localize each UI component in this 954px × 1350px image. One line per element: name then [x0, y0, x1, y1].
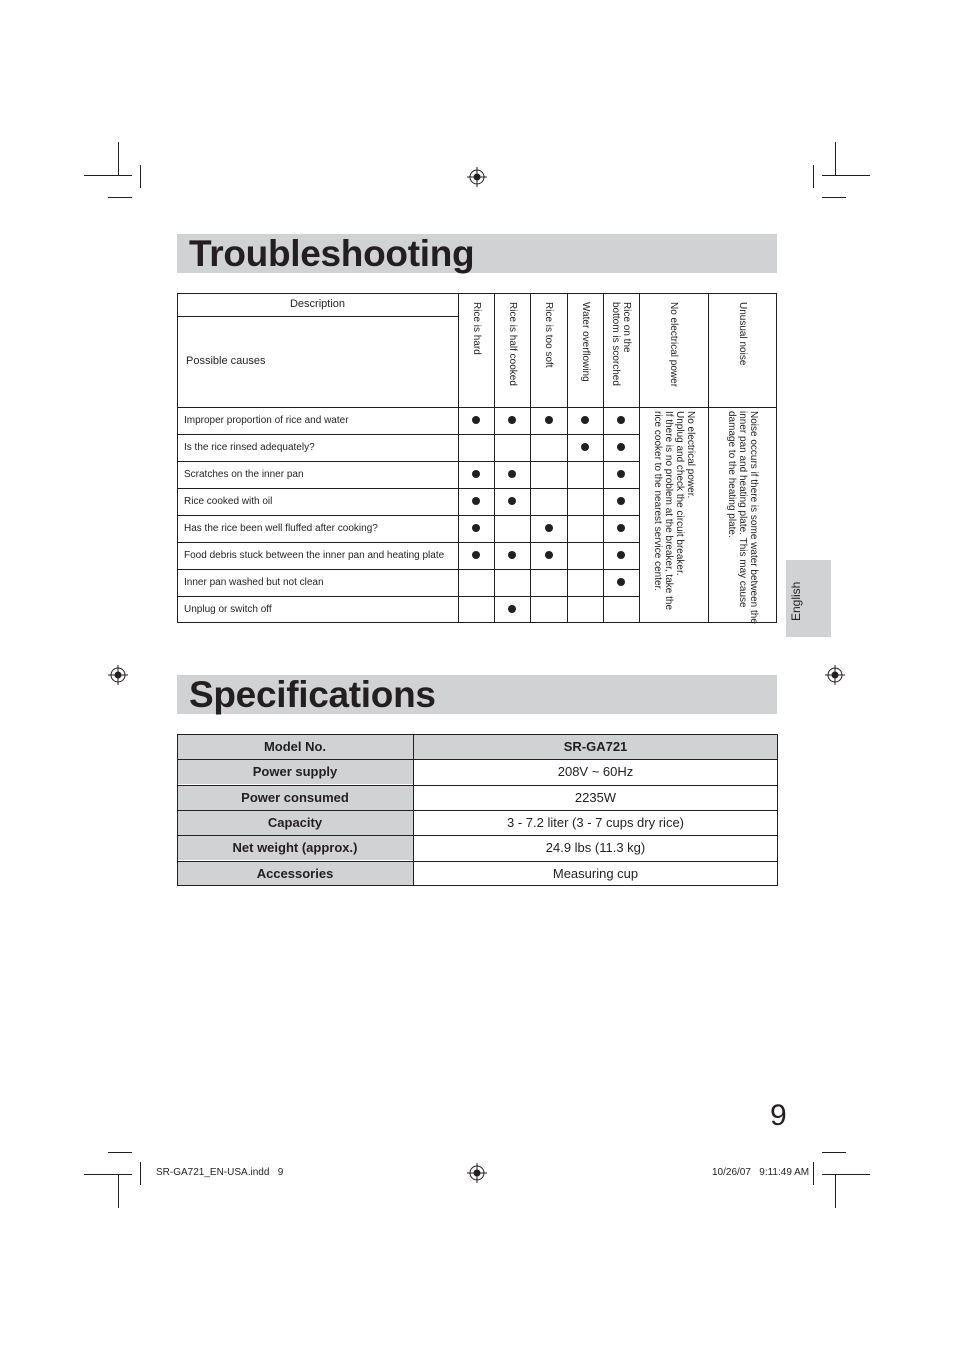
- symptom-dot: [617, 416, 625, 424]
- symptom-dot: [617, 497, 625, 505]
- symptom-dot: [545, 416, 553, 424]
- symptom-header: No electrical power: [668, 302, 679, 388]
- table-rule: [567, 293, 568, 623]
- table-rule: [177, 810, 778, 811]
- troubleshooting-heading-bar: [177, 234, 777, 273]
- spec-value: Measuring cup: [552, 865, 639, 881]
- table-rule: [708, 293, 709, 623]
- registration-mark-icon: [108, 665, 128, 685]
- cause-label: Rice cooked with oil: [184, 496, 273, 507]
- table-rule: [639, 293, 640, 623]
- symptom-header: Rice is half cooked: [506, 302, 518, 386]
- symptom-header: Water overflowing: [579, 302, 591, 382]
- symptom-header: Rice on the bottom is scorched: [610, 302, 632, 386]
- registration-mark-icon: [467, 1163, 487, 1183]
- spec-label: Power consumed: [177, 785, 413, 810]
- table-rule: [177, 316, 458, 317]
- specifications-table: [177, 734, 778, 887]
- spec-label: Model No.: [177, 734, 413, 759]
- symptom-dot: [472, 470, 480, 478]
- symptom-dot: [472, 497, 480, 505]
- spec-row: [177, 835, 778, 860]
- symptom-dot: [472, 416, 480, 424]
- table-rule: [177, 569, 639, 570]
- specifications-heading-bar: [177, 675, 777, 714]
- language-tab: [786, 560, 831, 637]
- troubleshooting-title: Troubleshooting: [189, 233, 475, 274]
- spec-label: Power supply: [177, 759, 413, 784]
- cause-label: Unplug or switch off: [184, 604, 272, 615]
- spec-value: 208V ~ 60Hz: [557, 764, 634, 780]
- spec-value: 3 - 7.2 liter (3 - 7 cups dry rice): [507, 814, 684, 830]
- table-rule: [177, 293, 178, 623]
- cause-label: Scratches on the inner pan: [184, 469, 304, 480]
- table-rule: [177, 835, 778, 836]
- spec-label: Accessories: [177, 861, 413, 886]
- power-note: No electrical power. Unplug and check the circuit breaker. If there is no problem at the breaker, take the rice cooker to the nearest service center.: [651, 411, 696, 611]
- table-rule: [177, 293, 777, 294]
- spec-value: 2235W: [574, 789, 617, 805]
- symptom-dot: [617, 443, 625, 451]
- table-rule: [603, 293, 604, 623]
- spec-value: 24.9 lbs (11.3 kg): [545, 840, 646, 856]
- spec-row: [177, 861, 778, 886]
- symptom-dot: [508, 551, 516, 559]
- table-rule: [177, 515, 639, 516]
- table-rule: [177, 885, 778, 886]
- symptom-dot: [508, 470, 516, 478]
- cause-label: Is the rice rinsed adequately?: [184, 442, 315, 453]
- table-rule: [177, 461, 639, 462]
- registration-mark-icon: [825, 665, 845, 685]
- spec-value: SR-GA721: [413, 734, 778, 759]
- table-rule: [177, 759, 778, 760]
- symptom-header: Rice is too soft: [543, 302, 554, 368]
- table-rule: [177, 434, 639, 435]
- symptom-dot: [617, 524, 625, 532]
- symptom-dot: [617, 578, 625, 586]
- symptom-header: Unusual noise: [736, 302, 748, 366]
- symptom-dot: [617, 470, 625, 478]
- table-rule: [530, 293, 531, 623]
- spec-row: [177, 785, 778, 810]
- cause-label: Has the rice been well fluffed after cooking?: [184, 523, 378, 534]
- spec-label: Capacity: [177, 810, 413, 835]
- table-rule: [177, 622, 777, 623]
- footer-timestamp: 10/26/07 9:11:49 AM: [712, 1167, 810, 1178]
- table-rule: [177, 785, 778, 786]
- symptom-header: Rice is hard: [470, 302, 482, 355]
- symptom-dot: [581, 443, 589, 451]
- cause-label: Food debris stuck between the inner pan and heating plate: [184, 550, 445, 561]
- symptom-dot: [545, 551, 553, 559]
- spec-row: [177, 810, 778, 835]
- description-header: Description: [289, 298, 346, 310]
- footer-file-name: SR-GA721_EN-USA.indd 9: [156, 1167, 284, 1178]
- cause-label: Improper proportion of rice and water: [184, 415, 349, 426]
- page-number: 9: [770, 1099, 787, 1132]
- table-rule: [776, 293, 777, 623]
- noise-note: Noise occurs if there is some water between the inner pan and heating plate. This may cause damage to the heating plate.: [725, 411, 759, 624]
- language-tab-label: English: [789, 581, 803, 621]
- specifications-title: Specifications: [189, 674, 436, 715]
- spec-row: [177, 759, 778, 784]
- symptom-dot: [472, 551, 480, 559]
- table-rule: [177, 488, 639, 489]
- spec-row: [177, 734, 778, 759]
- symptom-dot: [545, 524, 553, 532]
- possible-causes-header: Possible causes: [186, 355, 266, 367]
- symptom-dot: [581, 416, 589, 424]
- troubleshooting-table: [177, 293, 777, 623]
- symptom-dot: [472, 524, 480, 532]
- symptom-dot: [508, 605, 516, 613]
- registration-mark-icon: [467, 167, 487, 187]
- table-rule: [458, 293, 459, 623]
- table-rule: [177, 407, 777, 408]
- symptom-dot: [617, 551, 625, 559]
- table-rule: [177, 861, 778, 862]
- cause-label: Inner pan washed but not clean: [184, 577, 324, 588]
- symptom-dot: [508, 497, 516, 505]
- symptom-dot: [508, 416, 516, 424]
- table-rule: [494, 293, 495, 623]
- table-rule: [177, 542, 639, 543]
- table-rule: [177, 734, 778, 735]
- spec-label: Net weight (approx.): [177, 835, 413, 860]
- table-rule: [177, 596, 639, 597]
